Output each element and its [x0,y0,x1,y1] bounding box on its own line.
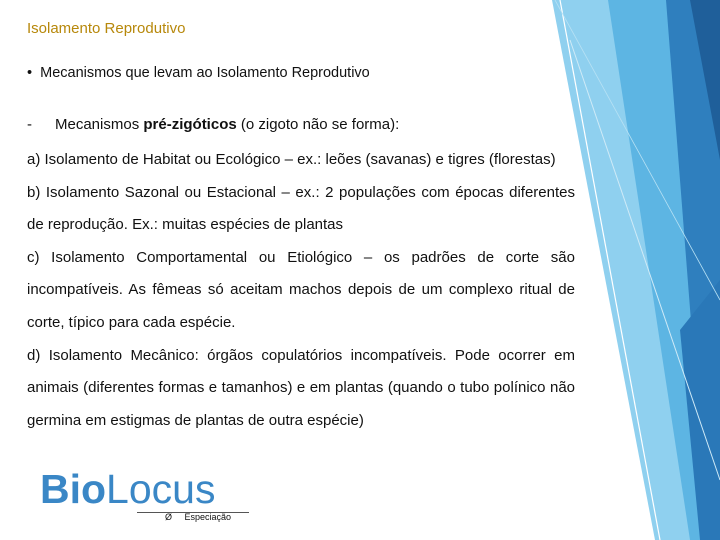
subheading [27,116,399,133]
dash-marker: - [27,116,32,133]
bullet-marker: • [27,65,33,81]
footer-bullet [165,512,231,522]
item-list [27,144,575,437]
footer-bullet-text: Especiação [184,512,232,522]
list-item: c) Isolamento Comportamental ou Etiológico – os padrões de corte são incompatíveis. As fêmeas só aceitam machos depois de um complexo ritual de corte, típico para cada espécie. [27,248,575,331]
main-bullet-text: Mecanismos que levam ao Isolamento Reprodutivo [40,65,370,81]
main-bullet [27,65,370,81]
arrow-bullet-icon: Ø [165,512,173,522]
list-item: b) Isolamento Sazonal ou Estacional – ex.: 2 populações com épocas diferentes de reprodução. Ex.: muitas espécies de plantas [27,183,575,234]
list-item: a) Isolamento de Habitat ou Ecológico – ex.: leões (savanas) e tigres (florestas) [27,151,556,168]
slide-title: Isolamento Reprodutivo [27,20,186,37]
subheading-bold: pré-zigóticos [143,116,237,133]
subheading-suffix: (o zigoto não se forma): [236,116,400,133]
list-item: d) Isolamento Mecânico: órgãos copulatórios incompatíveis. Pode ocorrer em animais (diferentes formas e tamanhos) e em plantas (quando o tubo polínico não germina em estigmas de plantas de outra espécie) [27,346,575,429]
subheading-prefix: Mecanismos [55,116,144,133]
logo-locus: Locus [106,466,216,512]
logo-bio: Bio [40,466,107,512]
biolocus-logo [40,466,215,512]
